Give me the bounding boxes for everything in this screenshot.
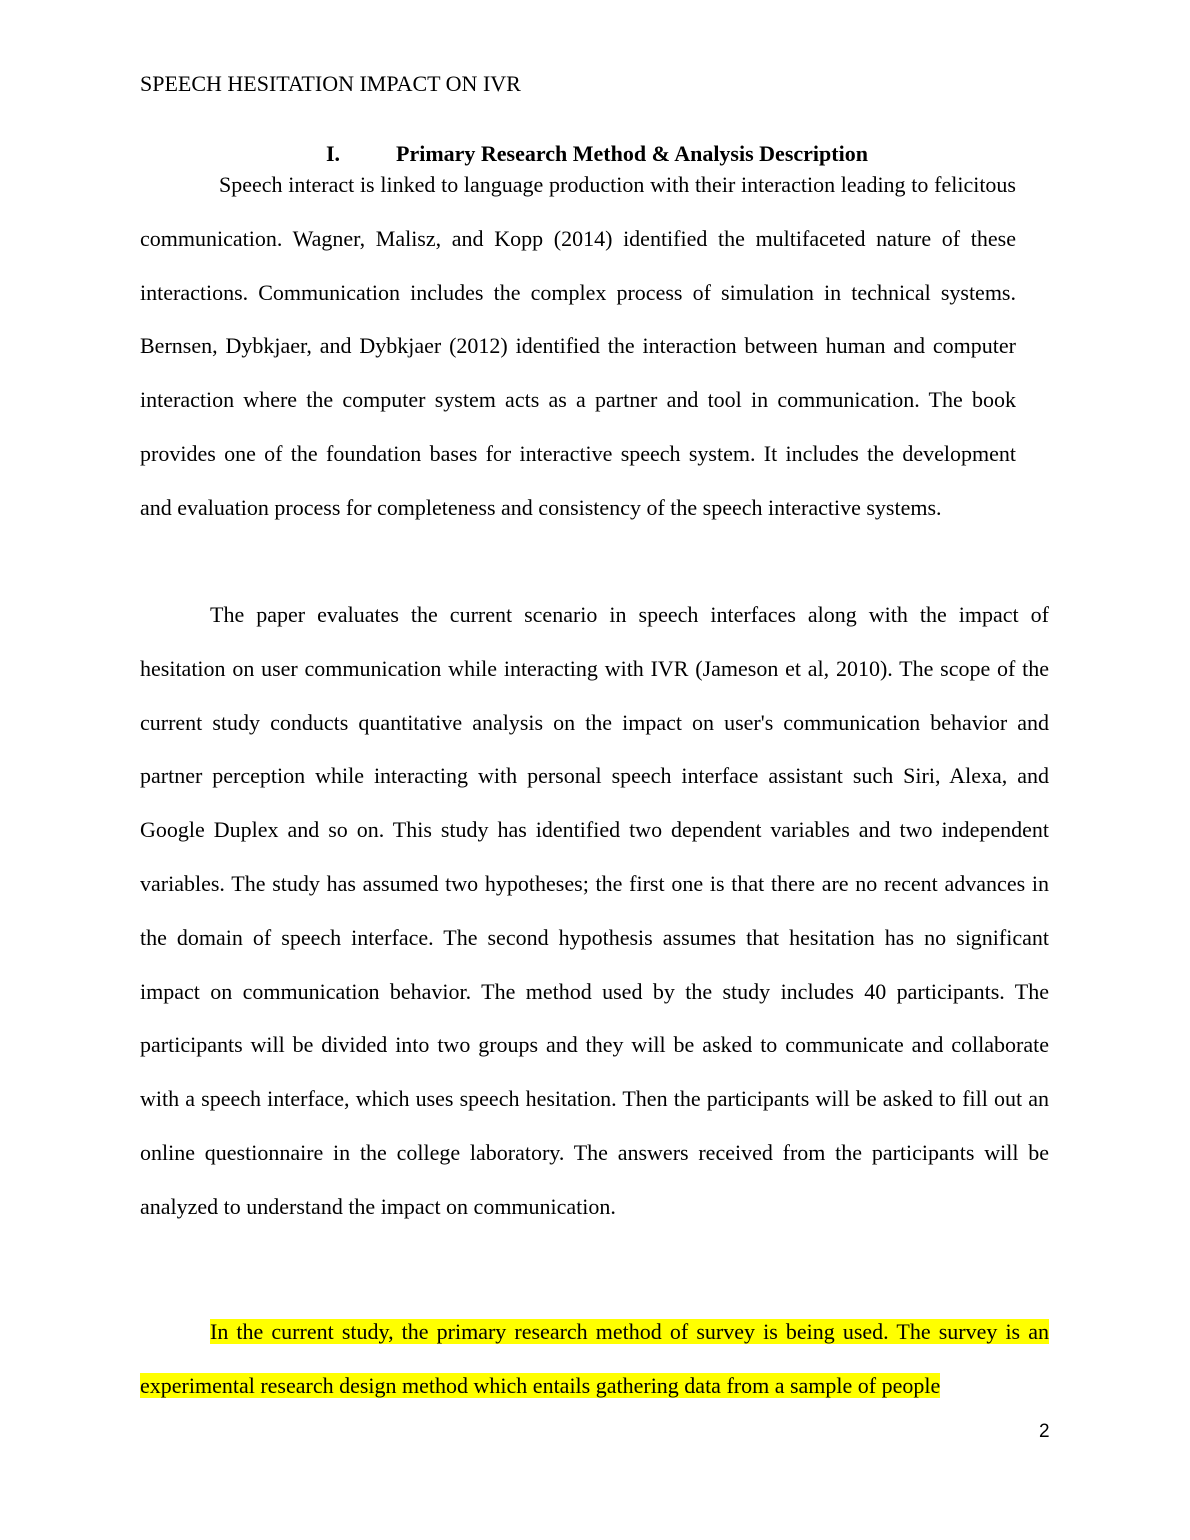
page-number: 2	[1039, 1421, 1050, 1442]
body-paragraph-1: Speech interact is linked to language production with their interaction leading to felicitous communication. Wagner, Malisz, and Kopp (2014) identified the multifaceted nature of these interactions. Communication includes the complex process of simulation in technical systems. Bernsen, Dybkjaer, and Dybkjaer (2012) identified the interaction between human and computer interaction where the computer system acts as a partner and tool in communication. The book provides one of the foundation bases for interactive speech system. It includes the development and evaluation process for completeness and consistency of the speech interactive systems.	[140, 172, 1016, 520]
body-paragraph-2: The paper evaluates the current scenario in speech interfaces along with the impact of hesitation on user communication while interacting with IVR (Jameson et al, 2010). The scope of the current study conducts quantitative analysis on the impact on user's communication behavior and partner perception while interacting with personal speech interface assistant such Siri, Alexa, and Google Duplex and so on. This study has identified two dependent variables and two independent variables. The study has assumed two hypotheses; the first one is that there are no recent advances in the domain of speech interface. The second hypothesis assumes that hesitation has no significant impact on communication behavior. The method used by the study includes 40 participants. The participants will be divided into two groups and they will be asked to communicate and collaborate with a speech interface, which uses speech hesitation. Then the participants will be asked to fill out an online questionnaire in the college laboratory. The answers received from the participants will be analyzed to understand the impact on communication.	[140, 602, 1049, 1219]
section-number: I.	[326, 141, 341, 166]
body-paragraph-3	[140, 1305, 1049, 1413]
section-title: Primary Research Method & Analysis Description	[396, 141, 868, 166]
running-head: SPEECH HESITATION IMPACT ON IVR	[140, 71, 521, 96]
highlighted-text: In the current study, the primary research method of survey is being used. The survey is an experimental research design method which entails gathering data from a sample of people	[140, 1319, 1049, 1398]
